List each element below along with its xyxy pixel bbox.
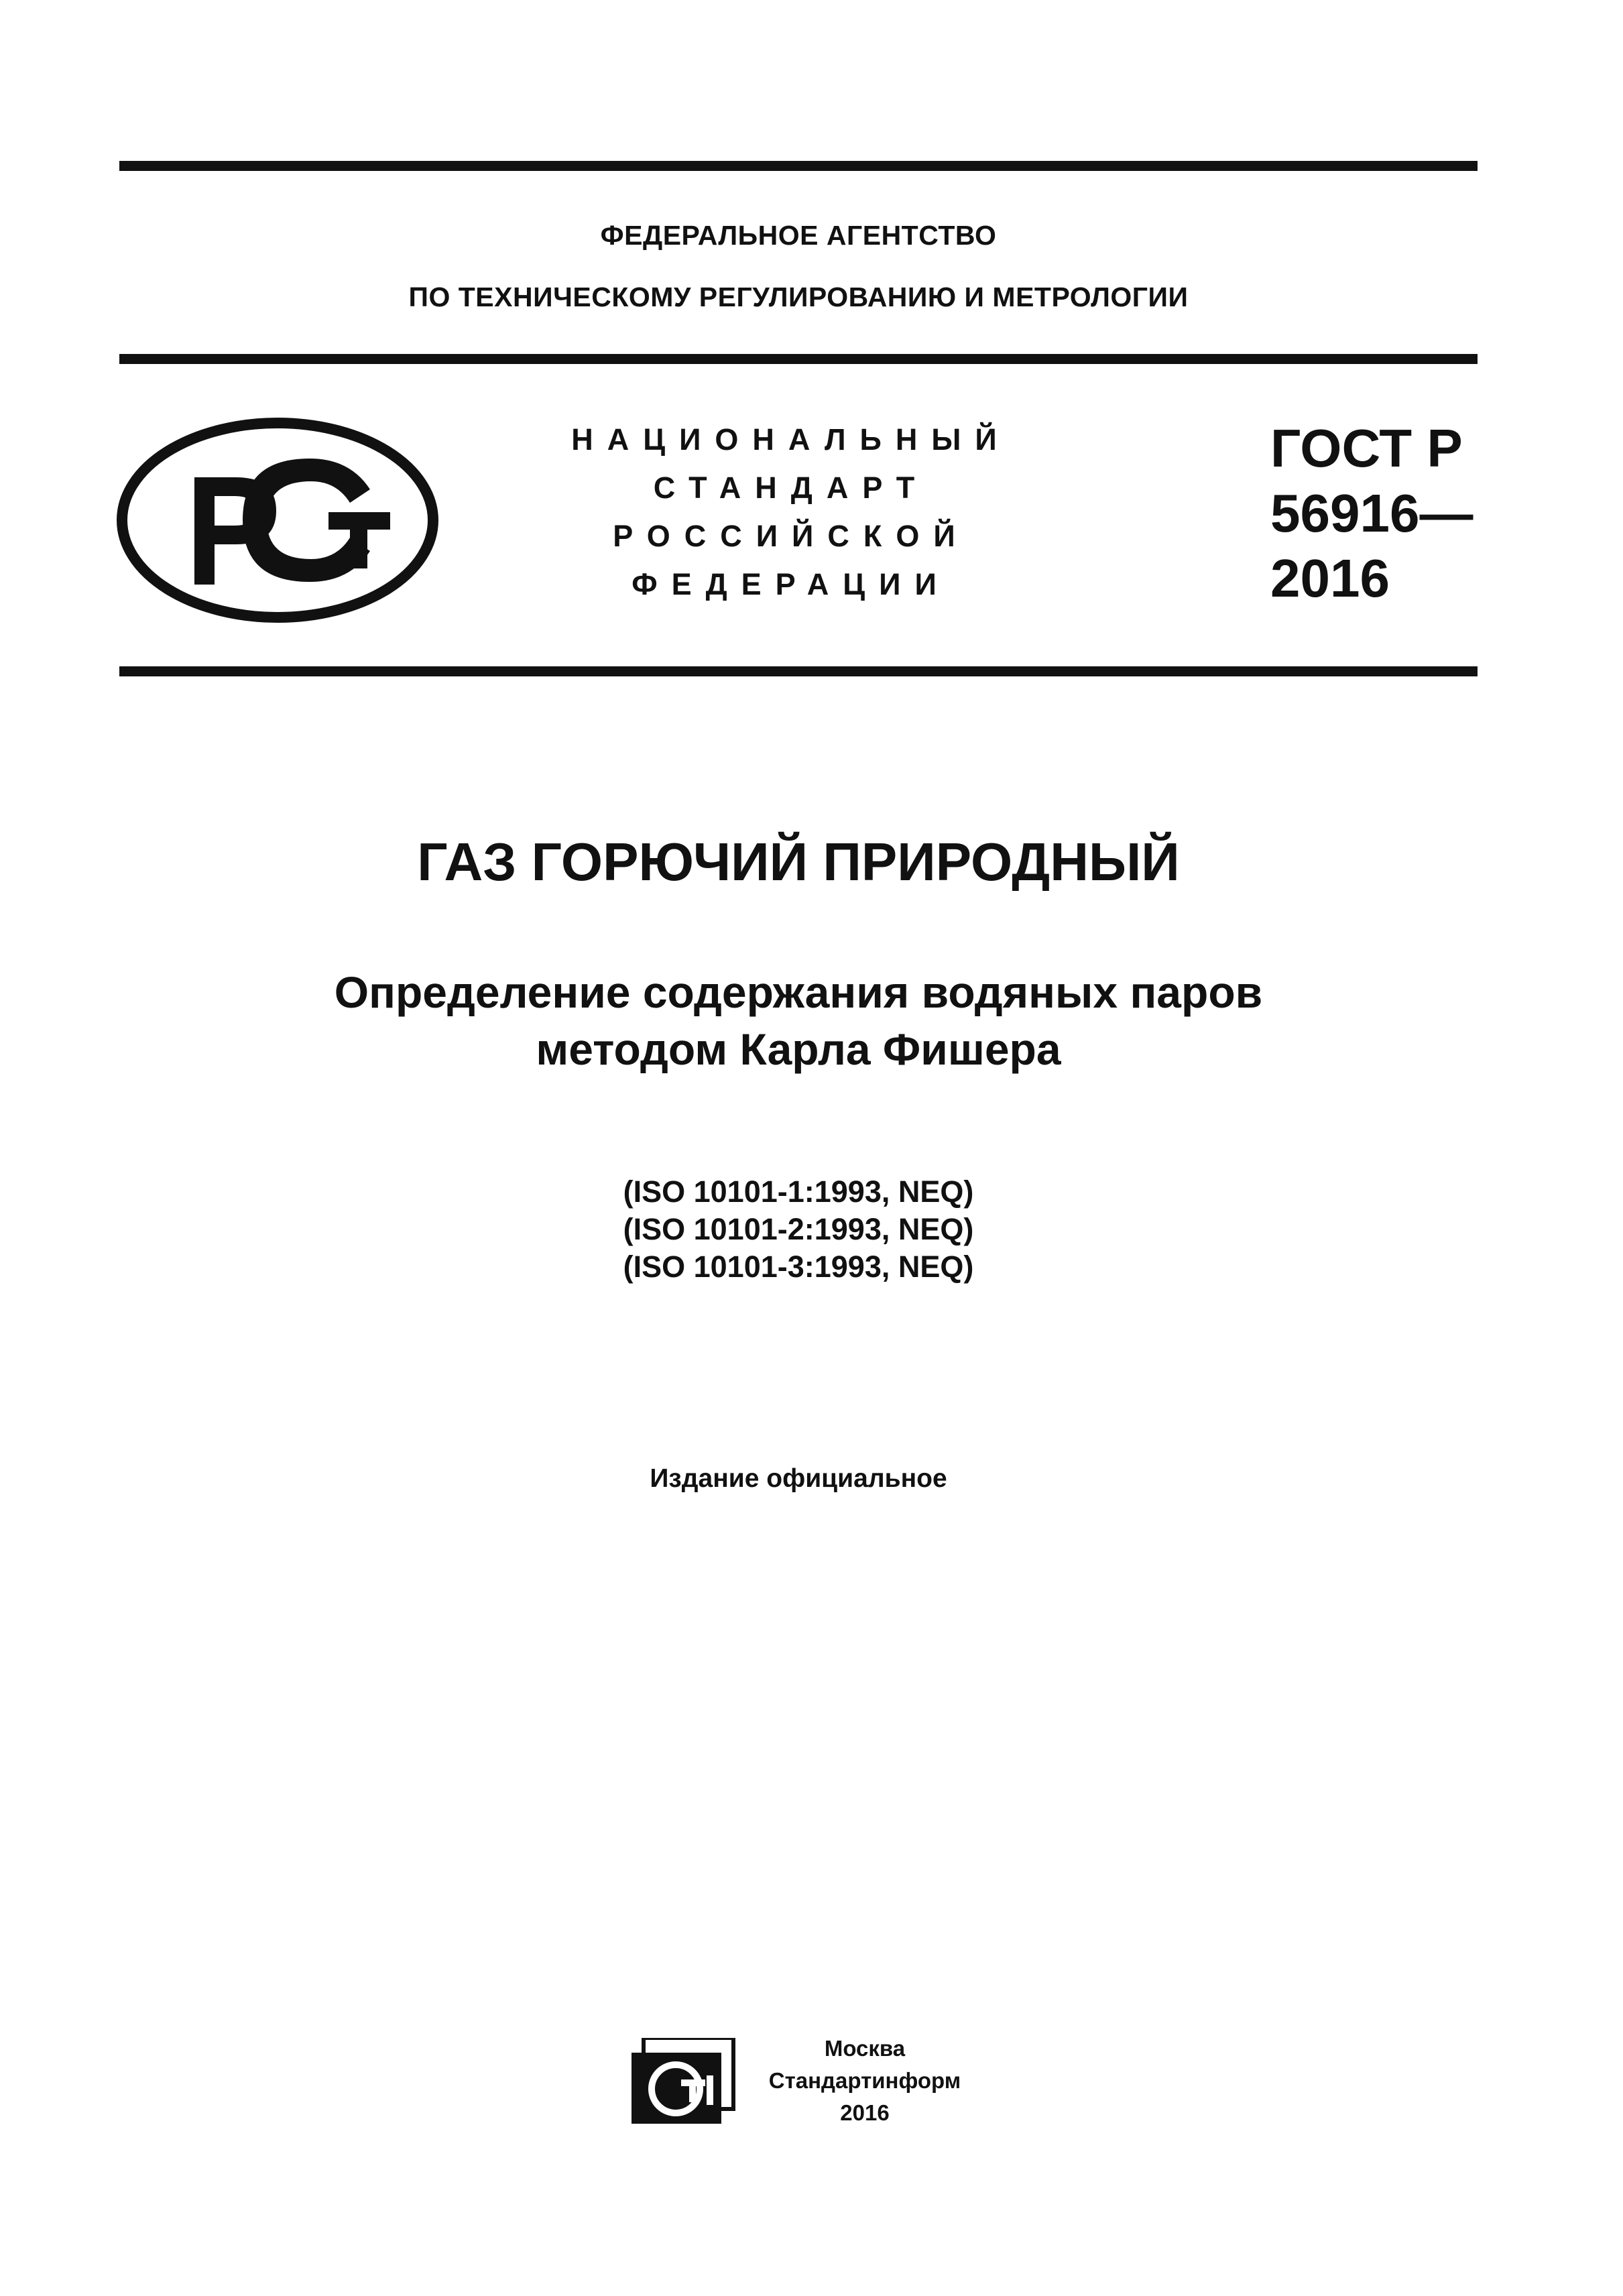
top-rule	[119, 161, 1478, 171]
header-rule	[119, 666, 1478, 676]
subtitle-line-2: методом Карла Фишера	[536, 1024, 1061, 1074]
gost-line-3: 2016	[1270, 548, 1390, 608]
edition-label: Издание официальное	[650, 1464, 947, 1493]
gost-designation	[1270, 416, 1498, 611]
publisher-year: 2016	[840, 2100, 890, 2125]
iso-ref-1: (ISO 10101-1:1993, NEQ)	[623, 1174, 974, 1209]
national-line-4: ФЕДЕРАЦИИ	[632, 567, 951, 601]
national-line-1: НАЦИОНАЛЬНЫЙ	[571, 422, 1011, 457]
national-standard-label	[550, 416, 1032, 609]
publisher-city: Москва	[824, 2036, 906, 2061]
iso-ref-3: (ISO 10101-3:1993, NEQ)	[623, 1250, 974, 1284]
national-line-3: РОССИЙСКОЙ	[613, 519, 969, 553]
publisher-block	[737, 2033, 992, 2129]
publisher-name: Стандартинформ	[768, 2068, 961, 2093]
agency-line-2: ПО ТЕХНИЧЕСКОМУ РЕГУЛИРОВАНИЮ И МЕТРОЛОГИИ	[408, 282, 1189, 312]
standartinform-logo-icon	[629, 2038, 736, 2128]
national-line-2: СТАНДАРТ	[653, 471, 929, 505]
gost-line-1: ГОСТ Р	[1270, 418, 1463, 478]
agency-rule	[119, 354, 1478, 364]
iso-ref-2: (ISO 10101-2:1993, NEQ)	[623, 1212, 974, 1246]
rst-certification-mark-icon	[115, 417, 440, 623]
iso-references	[119, 1173, 1478, 1286]
gost-line-2: 56916—	[1270, 483, 1474, 543]
subtitle-line-1: Определение содержания водяных паров	[334, 967, 1263, 1017]
document-subtitle	[119, 964, 1478, 1078]
agency-line-1: ФЕДЕРАЛЬНОЕ АГЕНТСТВО	[600, 220, 997, 251]
document-title: ГАЗ ГОРЮЧИЙ ПРИРОДНЫЙ	[417, 832, 1180, 892]
